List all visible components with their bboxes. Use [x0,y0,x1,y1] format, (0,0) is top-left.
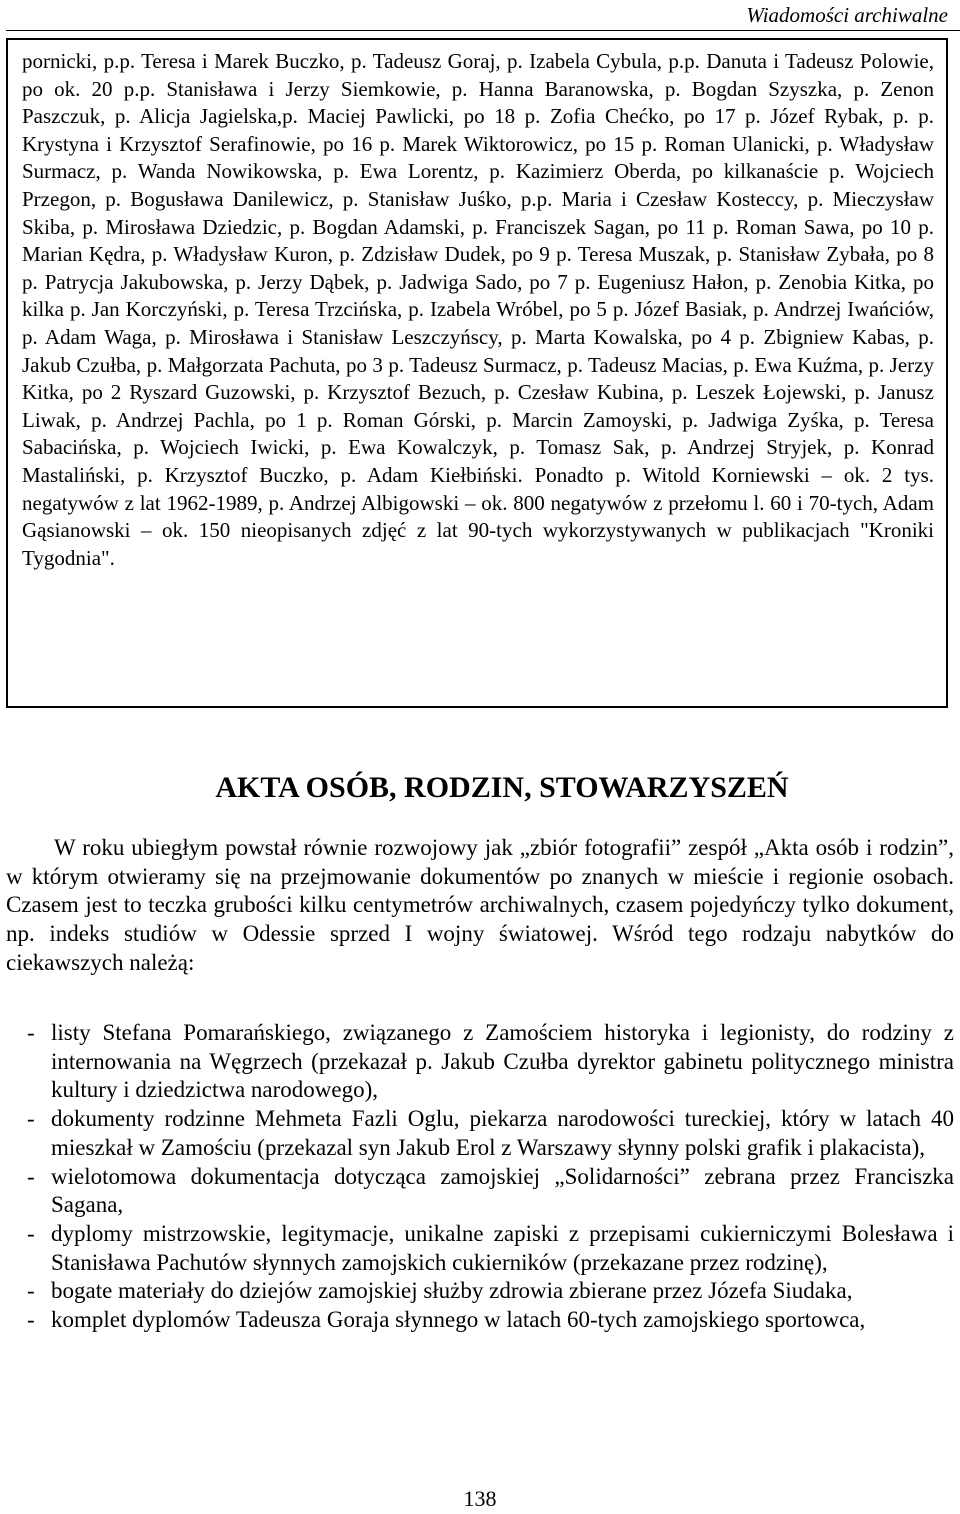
list-dash: - [27,1220,35,1246]
list-item [6,1163,954,1220]
list-item-text: listy Stefana Pomarańskiego, związanego z Zamościem historyka i legionisty, do rodziny z internowania na Węgrzech (przekazał p. Jakub Czułba dyrektor gabinetu politycznego ministra kultury i dziedzictwa narodowego), [51,1020,954,1103]
running-title: Wiadomości archiwalne [746,3,948,27]
donors-text: pornicki, p.p. Teresa i Marek Buczko, p. Tadeusz Goraj, p. Izabela Cybula, p.p. Danuta i Tadeusz Polowie, po ok. 20 p.p. Stanisława i Jerzy Siemkowie, p. Hanna Baranowska, p. Bogdan Szyszka, p. Zenon Paszczuk, p. Alicja Jagielska,p. Maciej Pawlicki, po 18 p. Zofia Chećko, po 17 p. Józef Rybak, p. p. Krystyna i Krzysztof Serafinowie, po 16 p. Marek Wiktorowicz, po 15 p. Roman Ulanicki, p. Władysław Surmacz, p. Wanda Nowikowska, p. Ewa Lorentz, p. Kazimierz Oberda, po kilkanaście p. Wojciech Przegon, p. Bogusława Danilewicz, p. Stanisław Juśko, p.p. Maria i Czesław Kosteccy, p. Mieczysław Skiba, p. Mirosława Dziedzic, p. Bogdan Adamski, p. Franciszek Sagan, po 11 p. Roman Sawa, po 10 p. Marian Kędra, p. Władysław Kuron, p. Zdzisław Dudek, po 9 p. Teresa Muszak, p. Stanisław Zybała, po 8 p. Patrycja Jakubowska, p. Jerzy Dąbek, p. Jadwiga Sado, po 7 p. Eugeniusz Hałon, p. Zenobia Kitka, po kilka p. Jan Korczyński, p. Teresa Trzcińska, p. Izabela Wróbel, po 5 p. Józef Basiak, p. Andrzej Iwańciów, p. Adam Waga, p. Mirosława i Stanisław Leszczyńscy, p. Marta Kowalska, po 4 p. Zbigniew Kabas, p. Jakub Czułba, p. Małgorzata Pachuta, po 3 p. Tadeusz Surmacz, p. Tadeusz Macias, p. Ewa Kuźma, p. Jerzy Kitka, po 2 Ryszard Guzowski, p. Krzysztof Bezuch, p. Czesław Kubina, p. Leszek Łojewski, p. Janusz Liwak, p. Andrzej Pachla, po 1 p. Roman Górski, p. Marcin Zamoyski, p. Jadwiga Zyśka, p. Teresa Sabacińska, p. Wojciech Iwicki, p. Ewa Kowalczyk, p. Tomasz Sak, p. Andrzej Stryjek, p. Konrad Mastaliński, p. Krzysztof Buczko, p. Adam Kiełbiński. Ponadto p. Witold Korniewski – ok. 2 tys. negatywów z lat 1962-1989, p. Andrzej Albigowski – ok. 800 negatywów z przełomu l. 60 i 70-tych, Adam Gąsianowski – ok. 150 nieopisanych zdjęć z lat 90-tych wykorzystywanych w publikacjach "Kroniki Tygodnia". [22,49,934,570]
list-item [6,1220,954,1277]
list-item [6,1105,954,1162]
list-item-text: dyplomy mistrzowskie, legitymacje, unikalne zapiski z przepisami cukierniczymi Bolesława i Stanisława Pachutów słynnych zamojskich cukierników (przekazane przez rodzinę), [51,1220,954,1275]
list-item-text: komplet dyplomów Tadeusza Goraja słynnego w latach 60-tych zamojskiego sportowca, [51,1307,866,1333]
list-dash: - [27,1020,35,1045]
running-header [0,0,960,30]
list-dash: - [27,1163,35,1189]
page-number: 138 [463,1486,497,1511]
list-dash: - [27,1106,35,1132]
list-item-text: bogate materiały do dziejów zamojskiej służby zdrowia zbierane przez Józefa Siudaka, [51,1278,853,1304]
list-item-text: wielotomowa dokumentacja dotycząca zamojskiej „Solidarności” zebrana przez Franciszka Sagana, [51,1163,954,1218]
list-dash: - [27,1278,35,1304]
list-item [6,1277,954,1306]
intro-paragraph: W roku ubiegłym powstał równie rozwojowy jak „zbiór fotografii” zespół „Akta osób i rodzin”, w którym otwieramy się na przejmowanie dokumentów po znanych w mieście i regionie osobach. Czasem jest to teczka grubości kilku centymetrów archiwalnych, czasem pojedyńczy tylko dokument, np. indeks studiów w Odessie sprzed I wojny światowej. Wśród tego rodzaju nabytków do ciekawszych należą: [6,835,954,975]
list-dash: - [27,1307,35,1333]
list-item [6,1306,954,1335]
list-item [6,1019,954,1105]
acquisitions-list [6,1019,954,1335]
header-rule [6,30,960,31]
section-heading: AKTA OSÓB, RODZIN, STOWARZYSZEŃ [215,771,789,804]
list-item-text: dokumenty rodzinne Mehmeta Fazli Oglu, piekarza narodowości tureckiej, który w latach 40 mieszkał w Zamościu (przekazal syn Jakub Erol z Warszawy słynny polski grafik i plakacista), [51,1106,954,1160]
